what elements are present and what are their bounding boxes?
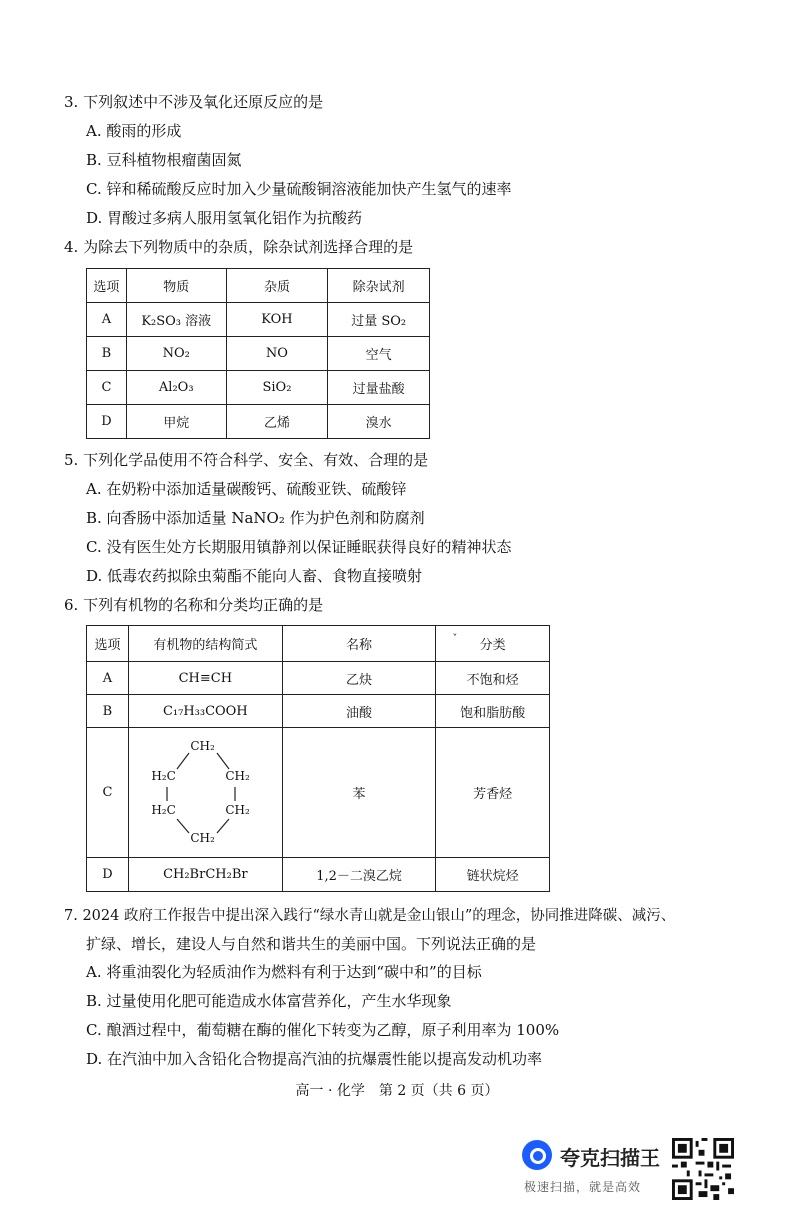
- table-cell: B: [87, 695, 129, 728]
- table-cell: 芳香烃: [436, 728, 550, 858]
- q6-header-option: 选项: [87, 626, 129, 662]
- table-cell: 1,2－二溴乙烷: [282, 858, 436, 892]
- q5-stem: 5. 下列化学品使用不符合科学、安全、有效、合理的是: [64, 451, 429, 469]
- q5-option-d: D. 低毒农药拟除虫菊酯不能向人畜、食物直接喷射: [86, 567, 423, 585]
- q6-table: [86, 625, 550, 892]
- table-cell: 甲烷: [126, 405, 226, 439]
- table-cell: 空气: [328, 337, 430, 371]
- ring-label-upper-right: CH₂: [225, 768, 250, 783]
- table-cell: 乙烯: [226, 405, 328, 439]
- q4-stem: 4. 为除去下列物质中的杂质，除杂试剂选择合理的是: [64, 238, 414, 256]
- table-cell: C₁₇H₃₃COOH: [128, 695, 282, 728]
- q3-option-c: C. 锌和稀硫酸反应时加入少量硫酸铜溶液能加快产生氢气的速率: [86, 180, 512, 198]
- q6-stem: 6. 下列有机物的名称和分类均正确的是: [64, 596, 324, 614]
- table-cell: Al₂O₃: [126, 371, 226, 405]
- qr-code-icon: [672, 1138, 734, 1200]
- q7-option-b: B. 过量使用化肥可能造成水体富营养化，产生水华现象: [86, 992, 452, 1010]
- scanner-logo-icon: [522, 1140, 552, 1170]
- table-cell: SiO₂: [226, 371, 328, 405]
- q4-header-substance: 物质: [126, 269, 226, 303]
- q6-header-name: 名称: [282, 626, 436, 662]
- table-cell: 油酸: [282, 695, 436, 728]
- table-cell: C: [87, 728, 129, 858]
- table-cell: 乙炔: [282, 662, 436, 695]
- q4-header-option: 选项: [87, 269, 127, 303]
- ring-label-bottom: CH₂: [190, 830, 215, 845]
- q6-header-class-label: 分类: [479, 638, 506, 653]
- q5-option-b: B. 向香肠中添加适量 NaNO₂ 作为护色剂和防腐剂: [86, 509, 425, 527]
- q3-option-a: A. 酸雨的形成: [86, 122, 182, 140]
- table-cell: 链状烷烃: [436, 858, 550, 892]
- table-cell: NO: [226, 337, 328, 371]
- q7-option-c: C. 酿酒过程中，葡萄糖在酶的催化下转变为乙醇，原子利用率为 100%: [86, 1021, 560, 1039]
- ring-label-lower-right: CH₂: [225, 802, 250, 817]
- table-cell: D: [87, 405, 127, 439]
- q6-header-mark: ˇ: [452, 634, 458, 645]
- q7-stem-line2: 扩绿、增长，建设人与自然和谐共生的美丽中国。下列说法正确的是: [86, 935, 537, 953]
- ring-bonds: [145, 733, 265, 853]
- q4-header-impurity: 杂质: [226, 269, 328, 303]
- q7-option-d: D. 在汽油中加入含铅化合物提高汽油的抗爆震性能以提高发动机功率: [86, 1050, 543, 1068]
- scanner-title: 夸克扫描王: [560, 1146, 660, 1170]
- table-cell: 饱和脂肪酸: [436, 695, 550, 728]
- q6-header-formula: 有机物的结构简式: [128, 626, 282, 662]
- table-cell: D: [87, 858, 129, 892]
- table-cell: 不饱和烃: [436, 662, 550, 695]
- q7-stem-line1: 7. 2024 政府工作报告中提出深入践行“绿水青山就是金山银山”的理念，协同推进降碳、减污、: [64, 908, 676, 924]
- table-cell: B: [87, 337, 127, 371]
- table-cell: CH≡CH: [128, 662, 282, 695]
- scanner-subtitle: 极速扫描，就是高效: [524, 1180, 642, 1194]
- table-cell: CH₂BrCH₂Br: [128, 858, 282, 892]
- q6-header-class: [436, 626, 550, 662]
- q3-option-b: B. 豆科植物根瘤菌固氮: [86, 151, 242, 169]
- table-cell: K₂SO₃ 溶液: [126, 303, 226, 337]
- q4-table: [86, 268, 430, 439]
- q5-option-c: C. 没有医生处方长期服用镇静剂以保证睡眠获得良好的精神状态: [86, 538, 512, 556]
- table-cell: 溴水: [328, 405, 430, 439]
- ring-label-lower-left: H₂C: [151, 802, 176, 817]
- scanner-watermark: [522, 1134, 672, 1204]
- table-cell: 过量盐酸: [328, 371, 430, 405]
- table-cell: A: [87, 303, 127, 337]
- q7-option-a: A. 将重油裂化为轻质油作为燃料有利于达到“碳中和”的目标: [86, 963, 482, 981]
- table-cell: C: [87, 371, 127, 405]
- ring-label-upper-left: H₂C: [151, 768, 176, 783]
- table-cell: KOH: [226, 303, 328, 337]
- page-footer: 高一 · 化学 第 2 页（共 6 页）: [295, 1083, 499, 1099]
- table-cell: A: [87, 662, 129, 695]
- q5-option-a: A. 在奶粉中添加适量碳酸钙、硫酸亚铁、硫酸锌: [86, 480, 407, 498]
- cyclohexane-structure: [128, 728, 282, 858]
- ring-label-top: CH₂: [190, 738, 215, 753]
- q4-header-reagent: 除杂试剂: [328, 269, 430, 303]
- table-cell: 苯: [282, 728, 436, 858]
- table-cell: 过量 SO₂: [328, 303, 430, 337]
- q3-stem: 3. 下列叙述中不涉及氧化还原反应的是: [64, 93, 324, 111]
- table-cell: NO₂: [126, 337, 226, 371]
- q3-option-d: D. 胃酸过多病人服用氢氧化铝作为抗酸药: [86, 209, 363, 227]
